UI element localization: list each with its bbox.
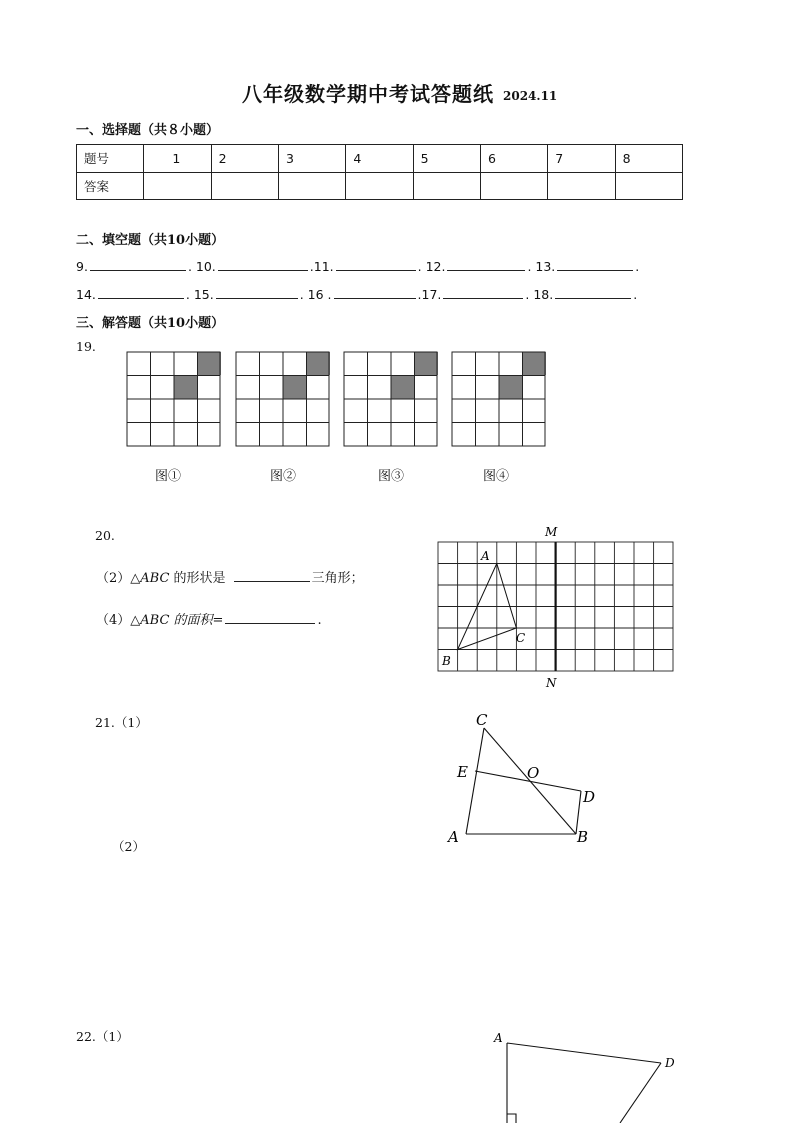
q20-part4-mid: 的面积= <box>169 613 224 628</box>
answer-cell[interactable] <box>480 172 547 200</box>
q20-grid-figure <box>430 520 680 692</box>
answer-blank[interactable] <box>216 286 298 299</box>
answer-cell[interactable] <box>278 172 345 200</box>
answer-blank[interactable] <box>447 258 525 271</box>
grid-figure-1 <box>126 351 221 447</box>
table-row <box>77 172 683 200</box>
label-d: D <box>583 788 596 806</box>
label-a: A <box>494 1031 503 1045</box>
row-label-number: 题号 <box>77 145 144 173</box>
answer-blank[interactable] <box>218 258 308 271</box>
item-label: . <box>633 287 638 302</box>
item-label: .11. <box>309 259 334 274</box>
q19-number: 19. <box>76 339 96 354</box>
question-number: 7 <box>548 145 615 173</box>
label-d: D <box>665 1056 675 1070</box>
answer-blank[interactable] <box>443 286 523 299</box>
answer-blank[interactable] <box>557 258 633 271</box>
answer-blank[interactable] <box>225 611 315 624</box>
label-e: E <box>457 763 468 781</box>
exam-date: 2024.11 <box>503 89 558 103</box>
answer-cell[interactable] <box>211 172 278 200</box>
answer-cell[interactable] <box>615 172 682 200</box>
grid-figure-2 <box>235 351 330 447</box>
answer-cell[interactable] <box>413 172 480 200</box>
figure-caption-4: 图④ <box>483 469 510 484</box>
q22-figure <box>485 1025 685 1123</box>
item-label: . 16 . <box>299 287 332 302</box>
q21-figure <box>440 706 610 856</box>
grid-figure-3 <box>343 351 438 447</box>
answer-blank[interactable] <box>90 258 186 271</box>
question-number: 2 <box>211 145 278 173</box>
item-label: 14. <box>76 287 96 302</box>
question-number: 4 <box>346 145 413 173</box>
question-number: 6 <box>480 145 547 173</box>
q20-part2-prefix: （2）△ <box>96 571 141 586</box>
q20-number: 20. <box>95 528 115 543</box>
question-number: 5 <box>413 145 480 173</box>
answer-blank[interactable] <box>336 258 416 271</box>
q20-part2-suffix: 三角形； <box>311 571 364 586</box>
section-1-heading: 一、选择题（共８小题） <box>76 123 220 138</box>
table-row <box>77 145 683 173</box>
answer-blank[interactable] <box>98 286 184 299</box>
q20-part4 <box>96 609 322 628</box>
question-number: 1 <box>144 145 211 173</box>
q21-part2: （2） <box>112 839 145 854</box>
q20-part4-end: . <box>317 613 322 628</box>
answer-blank[interactable] <box>334 286 416 299</box>
section-3-heading: 三、解答题（共10小题） <box>76 316 225 331</box>
question-number: 3 <box>278 145 345 173</box>
answer-cell[interactable] <box>346 172 413 200</box>
label-o: O <box>527 764 540 782</box>
item-label: 9. <box>76 259 88 274</box>
item-label: . 12. <box>417 259 446 274</box>
question-number: 8 <box>615 145 682 173</box>
item-label: . 18. <box>525 287 554 302</box>
answer-cell[interactable] <box>144 172 211 200</box>
q21-part1: 21.（1） <box>95 715 148 730</box>
label-m: M <box>545 525 558 539</box>
q20-part4-prefix: （4）△ <box>96 613 141 628</box>
fill-blank-row-1 <box>76 258 639 274</box>
label-n: N <box>546 676 557 690</box>
triangle-name: ABC <box>140 613 170 628</box>
triangle-name: ABC <box>140 571 170 586</box>
q20-part2-mid: 的形状是 <box>169 571 226 586</box>
item-label: .17. <box>417 287 442 302</box>
label-a: A <box>481 549 490 563</box>
answer-blank[interactable] <box>234 569 310 582</box>
q22-part1: 22.（1） <box>76 1029 129 1044</box>
item-label: . <box>635 259 640 274</box>
label-c: C <box>516 631 526 645</box>
label-c: C <box>476 711 488 729</box>
fill-blank-row-2 <box>76 286 637 302</box>
figure-caption-2: 图② <box>270 469 297 484</box>
item-label: . 10. <box>187 259 216 274</box>
section-2-heading: 二、填空题（共10小题） <box>76 233 225 248</box>
figure-caption-1: 图① <box>155 469 182 484</box>
choice-answer-table <box>76 144 683 200</box>
item-label: . 15. <box>185 287 214 302</box>
answer-blank[interactable] <box>555 286 631 299</box>
item-label: . 13. <box>527 259 556 274</box>
page-title: 八年级数学期中考试答题纸 <box>242 82 494 106</box>
label-a: A <box>448 828 459 846</box>
grid-figure-4 <box>451 351 546 447</box>
label-b: B <box>577 828 589 846</box>
q20-part2 <box>96 567 364 586</box>
row-label-answer: 答案 <box>77 172 144 200</box>
label-b: B <box>442 654 451 668</box>
figure-caption-3: 图③ <box>378 469 405 484</box>
answer-cell[interactable] <box>548 172 615 200</box>
